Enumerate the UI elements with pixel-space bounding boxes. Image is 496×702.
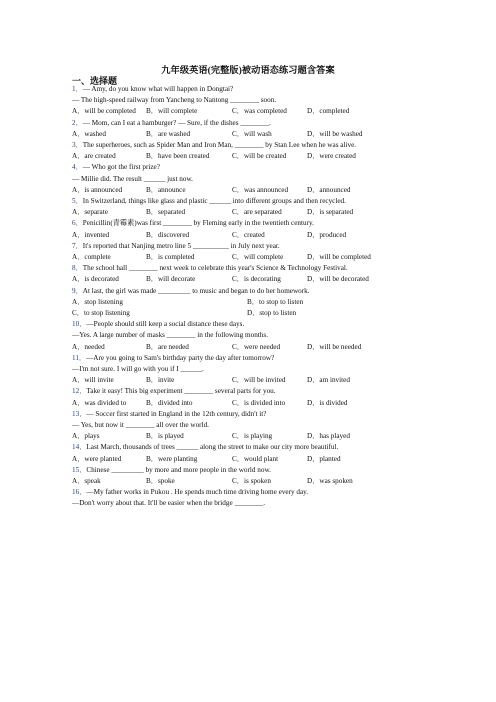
- question-text: [72, 388, 276, 395]
- answer-option[interactable]: B．discovered: [146, 230, 190, 239]
- question-line: —Yes. A large number of masks ________ in the following months.: [72, 331, 268, 340]
- answer-option[interactable]: A．was divided to: [72, 398, 127, 407]
- answer-option[interactable]: C．will be invited: [232, 376, 286, 385]
- question-line: Take it easy! This big experiment ________ several parts for you.: [86, 387, 276, 396]
- question-number: 16．: [72, 488, 87, 497]
- question-number: 1．: [72, 85, 83, 93]
- section-heading: 一、选择题: [72, 76, 118, 86]
- question-text: [72, 220, 314, 227]
- question-line: At last, the girl was made _________ to music and began to do her homework.: [82, 286, 310, 295]
- question-line: The school hall ________ next week to celebrate this year's Science & Technology Festival.: [82, 264, 348, 273]
- question-text: [72, 467, 271, 474]
- answer-option[interactable]: A．separate: [72, 208, 108, 217]
- question-number: 2．: [72, 118, 83, 127]
- answer-option[interactable]: B．divided into: [146, 398, 193, 407]
- answer-option[interactable]: A．will invite: [72, 376, 114, 385]
- question-number: 12．: [72, 387, 87, 396]
- answer-option[interactable]: D．were created: [307, 152, 356, 161]
- question-line: —People should still keep a social distance these days.: [86, 320, 245, 329]
- answer-option[interactable]: B．were planting: [146, 454, 198, 463]
- answer-option[interactable]: C．would plant: [232, 454, 279, 463]
- answer-option[interactable]: C．is divided into: [232, 398, 286, 407]
- answer-option[interactable]: D．will be decorated: [307, 275, 369, 284]
- question-text: [72, 265, 348, 272]
- question-line: — Who got the first prize?: [82, 163, 160, 172]
- answer-option[interactable]: C．is spoken: [232, 477, 271, 485]
- answer-option[interactable]: B．announce: [146, 185, 186, 194]
- answer-option[interactable]: C．will wash: [232, 129, 272, 138]
- question-text: [72, 321, 244, 328]
- question-number: 11．: [72, 353, 87, 362]
- answer-option[interactable]: C．is decorating: [232, 275, 281, 284]
- question-text: [72, 332, 268, 339]
- question-number: 4．: [72, 163, 83, 172]
- answer-option[interactable]: C．to stop listening: [72, 309, 130, 317]
- answer-option[interactable]: B．is completed: [146, 253, 195, 261]
- question-line: Penicillin(青霉素)was first ________ by Fleming early in the twentieth century.: [82, 219, 314, 228]
- question-text: [72, 355, 274, 362]
- answer-option[interactable]: A．invented: [72, 230, 110, 239]
- answer-option[interactable]: B．invite: [146, 376, 175, 385]
- question-line: — Amy, do you know what will happen in Dongtai?: [82, 85, 234, 93]
- question-line: The superheroes, such as Spider Man and Iron Man, ________ by Stan Lee when he was alive.: [82, 141, 357, 149]
- question-line: Last March, thousands of trees ______ along the street to make our city more beautiful.: [86, 443, 339, 452]
- question-line: — The high-speed railway from Yancheng to Nantong ________ soon.: [72, 96, 277, 105]
- answer-option[interactable]: C．was announced: [232, 185, 289, 194]
- answer-option[interactable]: A．complete: [72, 253, 111, 261]
- question-text: [72, 411, 266, 418]
- answer-option[interactable]: D．will be needed: [307, 342, 362, 351]
- answer-option[interactable]: A．stop listening: [72, 297, 123, 306]
- question-text: [72, 198, 346, 205]
- answer-option[interactable]: A．is announced: [72, 185, 123, 194]
- answer-option[interactable]: C．will complete: [232, 253, 284, 261]
- answer-option[interactable]: C．was completed: [232, 107, 287, 116]
- answer-option[interactable]: B．will complete: [146, 107, 198, 116]
- question-number: 8．: [72, 264, 83, 273]
- question-text: [72, 422, 209, 429]
- answer-option[interactable]: A．plays: [72, 432, 100, 441]
- answer-option[interactable]: D．will be completed: [307, 253, 371, 261]
- question-line: — Millie did. The result ______ just now.: [72, 174, 193, 183]
- question-line: —Don't worry about that. It'll be easier when the bridge ________.: [72, 499, 266, 508]
- question-text: [72, 444, 338, 451]
- question-line: — Yes, but now it ________ all over the world.: [72, 421, 209, 429]
- answer-option[interactable]: B．will decorate: [146, 275, 196, 284]
- question-text: [72, 489, 308, 496]
- question-line: —Are you going to Sam's birthday party the day after tomorrow?: [86, 353, 275, 362]
- answer-option[interactable]: D．was spoken: [307, 477, 353, 485]
- question-text: [72, 86, 233, 93]
- question-line: — Mom, can I eat a hamburger? — Sure, if the dishes ________.: [82, 118, 271, 127]
- question-text: [72, 97, 276, 104]
- question-text: [72, 142, 356, 149]
- answer-option[interactable]: C．were needed: [232, 342, 281, 351]
- question-number: 13．: [72, 409, 87, 418]
- question-number: 15．: [72, 465, 87, 474]
- answer-option[interactable]: B．are washed: [146, 129, 191, 138]
- question-number: 7．: [72, 241, 83, 250]
- answer-option[interactable]: A．are created: [72, 152, 116, 161]
- answer-option[interactable]: D．announced: [307, 185, 351, 194]
- answer-option[interactable]: D．produced: [307, 230, 347, 239]
- answer-option[interactable]: B．separated: [146, 208, 186, 217]
- answer-option[interactable]: D．will be washed: [307, 129, 363, 138]
- question-text: [72, 288, 310, 295]
- question-text: [72, 176, 193, 183]
- answer-option[interactable]: C．is playing: [232, 432, 273, 441]
- question-number: 6．: [72, 219, 83, 228]
- question-line: — Soccer first started in England in the 12th century, didn't it?: [86, 409, 267, 418]
- answer-option[interactable]: B．to stop to listen: [247, 297, 304, 306]
- answer-option[interactable]: A．is decorated: [72, 275, 119, 284]
- answer-option[interactable]: A．were planted: [72, 454, 122, 463]
- answer-option[interactable]: D．has played: [307, 432, 350, 441]
- document-title: 九年级英语(完整版)被动语态练习题含答案: [161, 65, 335, 75]
- question-number: 10．: [72, 320, 87, 329]
- question-text: [72, 120, 271, 127]
- answer-option[interactable]: A．needed: [72, 342, 105, 351]
- question-line: It's reported that Nanjing metro line 5 __________ in July next year.: [82, 241, 280, 250]
- question-number: 9．: [72, 286, 83, 295]
- answer-option[interactable]: B．is played: [146, 432, 184, 441]
- question-text: [72, 164, 160, 171]
- answer-option[interactable]: D．stop to listen: [247, 309, 297, 317]
- answer-option[interactable]: D．is divided: [307, 398, 348, 407]
- question-number: 14．: [72, 443, 87, 452]
- answer-option[interactable]: C．created: [232, 230, 265, 239]
- answer-option[interactable]: A．will be completed: [72, 107, 136, 116]
- answer-option[interactable]: D．is separated: [307, 208, 354, 217]
- question-text: [72, 366, 204, 373]
- question-number: 5．: [72, 197, 83, 205]
- answer-option[interactable]: B．spoke: [146, 477, 175, 485]
- answer-option[interactable]: B．have been created: [146, 152, 210, 161]
- question-line: —My father works in Pukou . He spends much time driving home every day.: [86, 488, 309, 497]
- answer-option[interactable]: D．planted: [307, 454, 341, 463]
- answer-option[interactable]: B．are needed: [146, 342, 189, 351]
- question-line: —I'm not sure. I will go with you if I ______.: [72, 365, 204, 373]
- answer-option[interactable]: C．are separated: [232, 208, 282, 217]
- answer-option[interactable]: C．will be created: [232, 152, 287, 161]
- question-line: In Switzerland, things like glass and plastic ______ into different groups and then recycled.: [82, 197, 346, 205]
- question-text: [72, 243, 280, 250]
- question-text: [72, 500, 265, 507]
- question-line: Chinese _________ by more and more people in the world now.: [86, 465, 271, 474]
- answer-option[interactable]: A．washed: [72, 129, 106, 138]
- question-number: 3．: [72, 141, 83, 149]
- answer-option[interactable]: D．completed: [307, 107, 350, 116]
- answer-option[interactable]: D．am invited: [307, 376, 350, 385]
- answer-option[interactable]: A．speak: [72, 477, 101, 485]
